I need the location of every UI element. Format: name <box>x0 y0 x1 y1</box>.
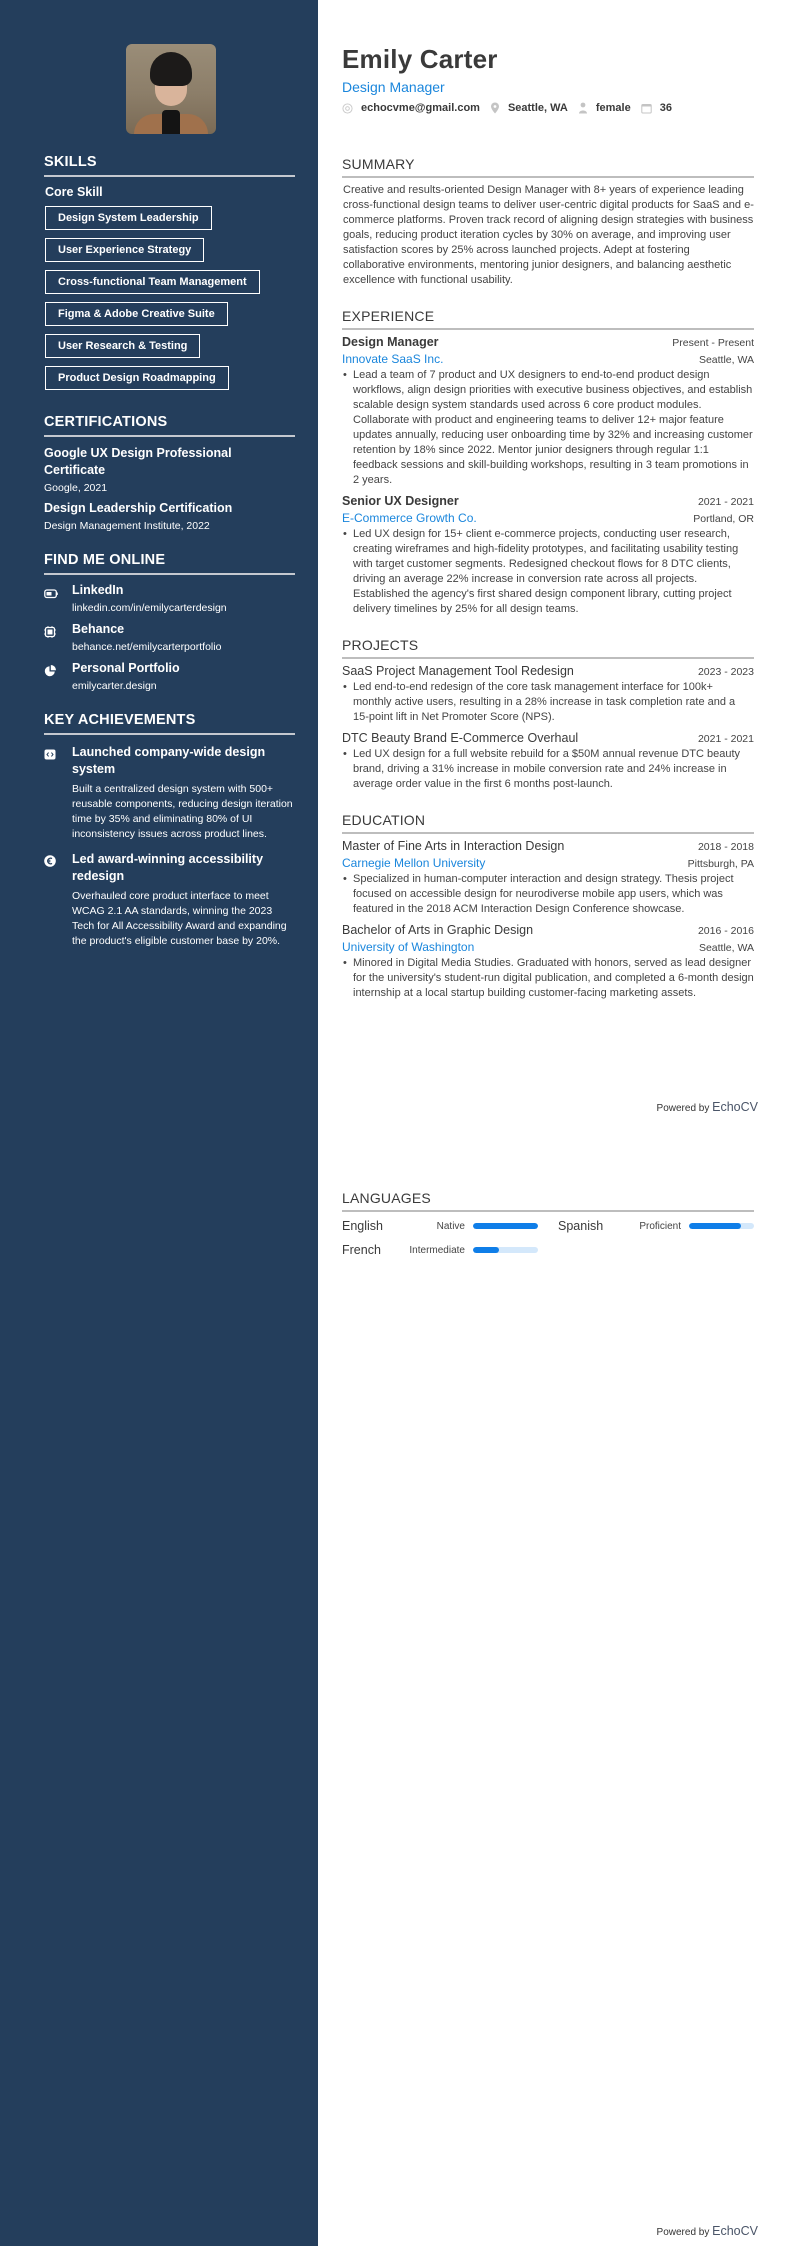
school-name: University of Washington <box>342 940 475 954</box>
skill-chip: Product Design Roadmapping <box>45 366 229 390</box>
certification-name: Google UX Design Professional Certificate <box>44 446 232 477</box>
projects-section <box>342 637 754 792</box>
skill-chip: Figma & Adobe Creative Suite <box>45 302 228 326</box>
experience-item <box>342 494 754 617</box>
online-link-url[interactable]: behance.net/emilycarterportfolio <box>72 641 222 653</box>
languages-section <box>342 1190 754 1257</box>
candidate-name: Emily Carter <box>342 44 498 74</box>
language-progress-bar <box>689 1223 754 1229</box>
experience-heading: EXPERIENCE <box>342 308 754 330</box>
education-dates: 2016 - 2016 <box>697 925 754 937</box>
project-bullet: • Led end-to-end redesign of the core task management interface for 100k+ monthly active users, resulting in a 28% increase in task completion rate and a 15-point lift in Net Promoter Score (NPS). <box>343 681 736 723</box>
skill-chip: Design System Leadership <box>45 206 212 230</box>
language-name: French <box>342 1243 381 1257</box>
project-name: DTC Beauty Brand E-Commerce Overhaul <box>342 731 579 745</box>
education-section <box>342 812 754 1001</box>
projects-heading: PROJECTS <box>342 637 754 659</box>
contact-age <box>641 102 672 114</box>
experience-item <box>342 335 754 488</box>
certification-item <box>44 500 295 532</box>
language-item <box>342 1243 538 1257</box>
echocv-brand-link[interactable]: EchoCV <box>712 2224 758 2238</box>
core-skill-label: Core Skill <box>45 185 103 199</box>
certification-meta: Design Management Institute, 2022 <box>44 520 210 532</box>
education-bullet: • Minored in Digital Media Studies. Graduated with honors, served as lead designer for the university's student-run digital publication, and completed a 6-month design internship at a local startup building customer-facing marketing assets. <box>343 957 754 999</box>
achievement-item <box>44 851 295 949</box>
key-achievements-heading: KEY ACHIEVEMENTS <box>44 712 295 735</box>
online-link-portfolio[interactable] <box>44 661 295 692</box>
location-pin-icon <box>490 102 500 114</box>
powered-by-footer-bottom: Powered by EchoCV <box>656 2224 758 2238</box>
candidate-role: Design Manager <box>342 79 445 95</box>
project-dates: 2023 - 2023 <box>697 666 754 678</box>
resume-header <box>342 44 754 114</box>
achievement-title: Launched company-wide design system <box>72 745 266 776</box>
skill-chip: Cross-functional Team Management <box>45 270 260 294</box>
project-name: SaaS Project Management Tool Redesign <box>342 664 574 678</box>
contact-gender <box>578 102 631 114</box>
language-item <box>342 1219 538 1233</box>
education-bullet: • Specialized in human-computer interaction and design strategy. Thesis project focused on accessible design for neurodiverse mobile app users, which was featured in the 2018 ACM Interaction Design Conference showcase. <box>343 873 734 915</box>
sidebar <box>0 0 318 2246</box>
certification-meta: Google, 2021 <box>44 482 108 494</box>
language-level: Intermediate <box>409 1244 465 1256</box>
degree-name: Bachelor of Arts in Graphic Design <box>342 923 534 937</box>
school-location: Seattle, WA <box>698 942 754 954</box>
echocv-brand-link[interactable]: EchoCV <box>712 1100 758 1114</box>
certifications-section <box>44 414 295 532</box>
job-location: Portland, OR <box>693 513 754 525</box>
skills-section <box>44 154 295 394</box>
online-link-url[interactable]: emilycarter.design <box>72 680 157 692</box>
experience-section <box>342 308 754 617</box>
online-link-name: Personal Portfolio <box>72 661 180 675</box>
summary-section <box>342 156 754 288</box>
online-link-behance[interactable] <box>44 622 295 653</box>
calendar-icon <box>641 103 652 114</box>
contact-email[interactable] <box>342 102 480 114</box>
language-progress-bar <box>473 1247 538 1253</box>
profile-photo <box>126 44 216 134</box>
online-link-name: Behance <box>72 622 125 636</box>
language-progress-bar <box>473 1223 538 1229</box>
job-title: Design Manager <box>342 335 439 349</box>
job-dates: 2021 - 2021 <box>697 496 754 508</box>
contact-row <box>342 102 754 114</box>
behance-icon <box>44 622 72 653</box>
online-link-url[interactable]: linkedin.com/in/emilycarterdesign <box>72 602 227 614</box>
contact-location <box>490 102 568 114</box>
project-bullet: • Led UX design for a full website rebuild for a $50M annual revenue DTC beauty brand, driving a 31% increase in mobile conversion rate and 24% increase in average order value in the first 6 months post-launch. <box>343 748 741 790</box>
summary-heading: SUMMARY <box>342 156 754 178</box>
project-dates: 2021 - 2021 <box>697 733 754 745</box>
job-bullet: • Lead a team of 7 product and UX designers to end-to-end product design workflows, align design priorities with executive business objectives, and establish scalable design system standards used across 6 core product modules. Collaborate with product and engineering teams to deliver 12+ major feature updates annually, reducing user onboarding time by 32% and increasing customer retention by 18% since 2022. Mentor junior designers through regular 1:1 feedback sessions and skill-building workshops, resulting in 3 team promotions in 2 years. <box>343 369 753 486</box>
find-me-online-section <box>44 552 295 692</box>
skill-chip: User Experience Strategy <box>45 238 204 262</box>
job-dates: Present - Present <box>672 337 754 349</box>
at-icon <box>342 103 353 114</box>
linkedin-icon <box>44 583 72 614</box>
language-name: Spanish <box>558 1219 604 1233</box>
language-name: English <box>342 1219 383 1233</box>
education-item <box>342 839 754 917</box>
language-level: Proficient <box>639 1220 681 1232</box>
find-me-online-heading: FIND ME ONLINE <box>44 552 295 575</box>
online-link-name: LinkedIn <box>72 583 124 597</box>
online-link-linkedin[interactable] <box>44 583 295 614</box>
education-heading: EDUCATION <box>342 812 754 834</box>
company-name: Innovate SaaS Inc. <box>342 352 444 366</box>
portfolio-icon <box>44 661 72 692</box>
school-location: Pittsburgh, PA <box>687 858 754 870</box>
skill-chip: User Research & Testing <box>45 334 200 358</box>
language-item <box>558 1219 754 1233</box>
euro-icon <box>44 851 72 949</box>
achievement-description: Overhauled core product interface to meet WCAG 2.1 AA standards, winning the 2023 Tech for All Accessibility Award and expanding the product's eligible customer base by 20%. <box>72 890 287 947</box>
main-content <box>342 44 754 1007</box>
summary-text: Creative and results-oriented Design Manager with 8+ years of experience leading cross-functional design teams to deliver user-centric digital products for SaaS and e-commerce platforms. Proven track record of aligning design strategies with business goals, reducing product iteration cycles by 30% on average, and improving user satisfaction scores by 25% across launched projects. Adept at fostering collaborative environments, mentoring junior designers, and balancing aesthetic excellence with functional usability. <box>343 184 754 286</box>
gender-text: female <box>595 102 631 114</box>
project-item <box>342 731 754 792</box>
powered-by-footer: Powered by EchoCV <box>656 1100 758 1114</box>
email-text: echocvme@gmail.com <box>361 102 480 114</box>
achievement-title: Led award-winning accessibility redesign <box>72 852 264 883</box>
languages-heading: LANGUAGES <box>342 1190 754 1212</box>
job-bullet: • Led UX design for 15+ client e-commerce projects, conducting user research, creating wireframes and high-fidelity prototypes, and facilitating usability testing with target customer segments. Redesigned checkout flows for 8 DTC clients, driving an average 22% increase in conversion rate across all projects. Established the agency's first shared design component library, cutting project delivery timelines by 25% for all design teams. <box>343 528 739 615</box>
certification-name: Design Leadership Certification <box>44 501 233 515</box>
key-achievements-section <box>44 712 295 949</box>
achievement-description: Built a centralized design system with 500+ reusable components, reducing design iteration time by 35% and eliminating 80% of UI inconsistency issues across product lines. <box>72 783 293 840</box>
certification-item <box>44 445 295 494</box>
code-icon <box>44 744 72 842</box>
school-name: Carnegie Mellon University <box>342 856 486 870</box>
age-text: 36 <box>659 102 672 114</box>
location-text: Seattle, WA <box>507 102 568 114</box>
person-icon <box>578 102 588 114</box>
language-level: Native <box>436 1220 465 1232</box>
achievement-item <box>44 744 295 842</box>
project-item <box>342 664 754 725</box>
education-dates: 2018 - 2018 <box>697 841 754 853</box>
education-item <box>342 923 754 1001</box>
skills-heading: SKILLS <box>44 154 295 177</box>
degree-name: Master of Fine Arts in Interaction Design <box>342 839 565 853</box>
company-name: E-Commerce Growth Co. <box>342 511 477 525</box>
job-title: Senior UX Designer <box>342 494 459 508</box>
job-location: Seattle, WA <box>698 354 754 366</box>
certifications-heading: CERTIFICATIONS <box>44 414 295 437</box>
